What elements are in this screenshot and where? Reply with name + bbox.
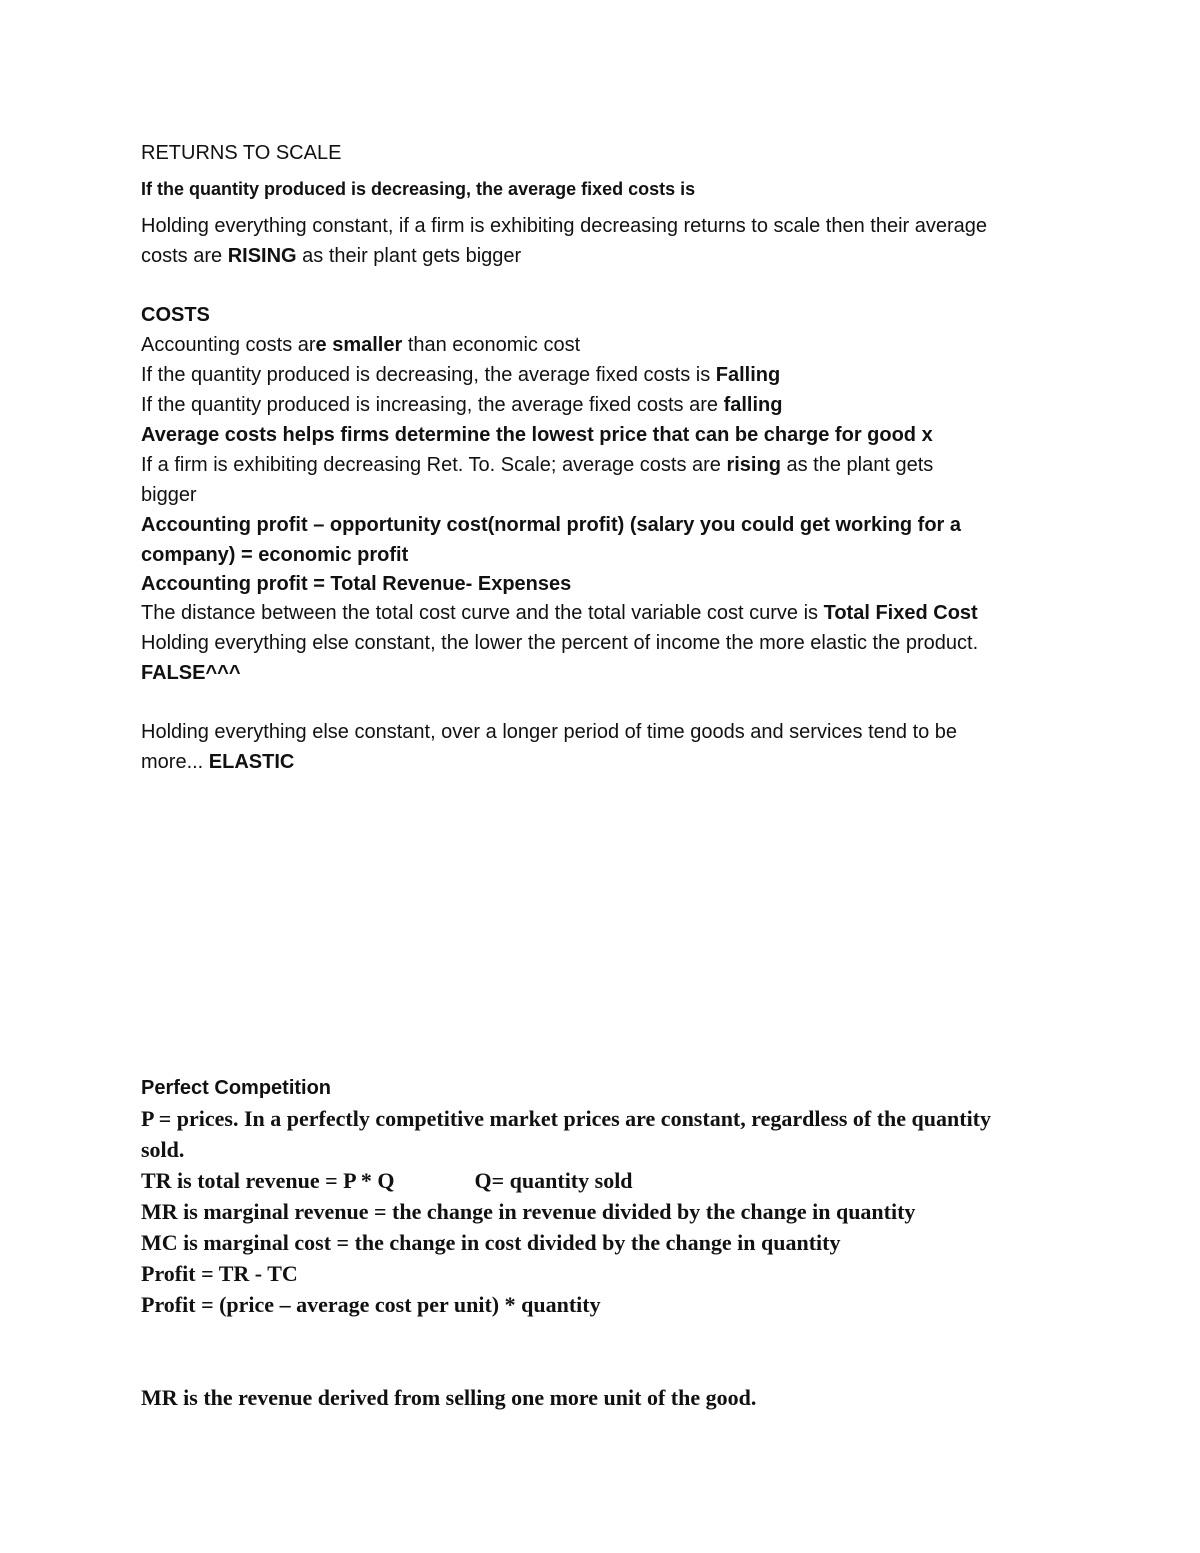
emphasis-elastic: ELASTIC: [208, 751, 295, 773]
emphasis-smaller: e smaller: [315, 334, 403, 356]
pc-line-6: [141, 1258, 298, 1289]
text-span: Profit = TR - TC: [141, 1261, 298, 1286]
perfect-competition-heading: [141, 1073, 331, 1103]
text-span: The distance between the total cost curve and the total variable cost curve is: [141, 602, 824, 624]
text-span: costs are: [141, 245, 228, 267]
costs-line-12: [141, 658, 241, 688]
pc-line-3: [141, 1165, 633, 1196]
returns-paragraph-line-1: [141, 211, 987, 241]
pc-line-4: [141, 1196, 915, 1227]
text-span: Average costs helps firms determine the lowest price that can be charge for good x: [141, 424, 933, 446]
text-span: company) = economic profit: [141, 544, 409, 566]
pc-line-5: [141, 1227, 840, 1258]
text-span: If a firm is exhibiting decreasing Ret. To. Scale; average costs are: [141, 454, 727, 476]
text-span: If the quantity produced is decreasing, the average fixed costs is: [141, 364, 716, 386]
text-span: more...: [141, 751, 209, 773]
returns-heading-text: RETURNS TO SCALE: [141, 142, 342, 164]
emphasis-rising: rising: [726, 454, 781, 476]
costs-line-3: [141, 390, 782, 420]
costs-heading: [141, 300, 210, 330]
text-span: bigger: [141, 484, 197, 506]
costs-line-8: [141, 540, 408, 570]
text-span: TR is total revenue = P * Q: [141, 1168, 395, 1193]
pc-line-8: [141, 1382, 756, 1413]
text-span: Q= quantity sold: [474, 1168, 633, 1193]
costs-line-13: [141, 717, 957, 747]
emphasis-total-fixed-cost: Total Fixed Cost: [823, 602, 978, 624]
costs-line-6: [141, 480, 197, 510]
costs-heading-text: COSTS: [141, 304, 210, 326]
text-span: sold.: [141, 1137, 185, 1162]
costs-line-4: [141, 420, 933, 450]
returns-heading: [141, 138, 341, 168]
text-span: Profit = (price – average cost per unit) * quantity: [141, 1292, 601, 1317]
text-span: as the plant gets: [780, 454, 934, 476]
costs-line-10: [141, 598, 978, 628]
text-span: Accounting profit – opportunity cost(normal profit) (salary you could get working for a: [141, 514, 962, 536]
emphasis-falling: Falling: [715, 364, 781, 386]
costs-line-1: [141, 330, 580, 360]
perfect-competition-heading-text: Perfect Competition: [141, 1077, 332, 1099]
costs-line-2: [141, 360, 780, 390]
pc-line-2: [141, 1134, 184, 1165]
text-span: Accounting costs ar: [141, 334, 316, 356]
text-span: Accounting profit = Total Revenue- Expenses: [141, 573, 572, 595]
pc-line-7: [141, 1289, 601, 1320]
text-span: MR is the revenue derived from selling one more unit of the good.: [141, 1385, 757, 1410]
returns-paragraph-text: Holding everything constant, if a firm is exhibiting decreasing returns to scale then their average: [141, 215, 988, 237]
text-span: MR is marginal revenue = the change in revenue divided by the change in quantity: [141, 1199, 916, 1224]
costs-line-5: [141, 450, 933, 480]
returns-question-text: If the quantity produced is decreasing, the average fixed costs is: [141, 179, 696, 199]
text-span: If the quantity produced is increasing, the average fixed costs are: [141, 394, 724, 416]
text-span: as their plant gets bigger: [296, 245, 522, 267]
text-span: than economic cost: [402, 334, 581, 356]
text-span: P = prices. In a perfectly competitive market prices are constant, regardless of the quantity: [141, 1106, 992, 1131]
emphasis-rising: RISING: [227, 245, 297, 267]
returns-paragraph-line-2: [141, 241, 521, 271]
costs-line-9: [141, 569, 571, 599]
text-span: Holding everything else constant, the lower the percent of income the more elastic the product.: [141, 632, 979, 654]
pc-line-1: [141, 1103, 991, 1134]
costs-line-11: [141, 628, 978, 658]
returns-question: [141, 177, 695, 201]
text-span: MC is marginal cost = the change in cost divided by the change in quantity: [141, 1230, 841, 1255]
emphasis-falling: falling: [723, 394, 783, 416]
text-span: FALSE^^^: [141, 662, 241, 684]
costs-line-7: [141, 510, 961, 540]
costs-line-14: [141, 747, 294, 777]
text-span: Holding everything else constant, over a longer period of time goods and services tend to be: [141, 721, 958, 743]
